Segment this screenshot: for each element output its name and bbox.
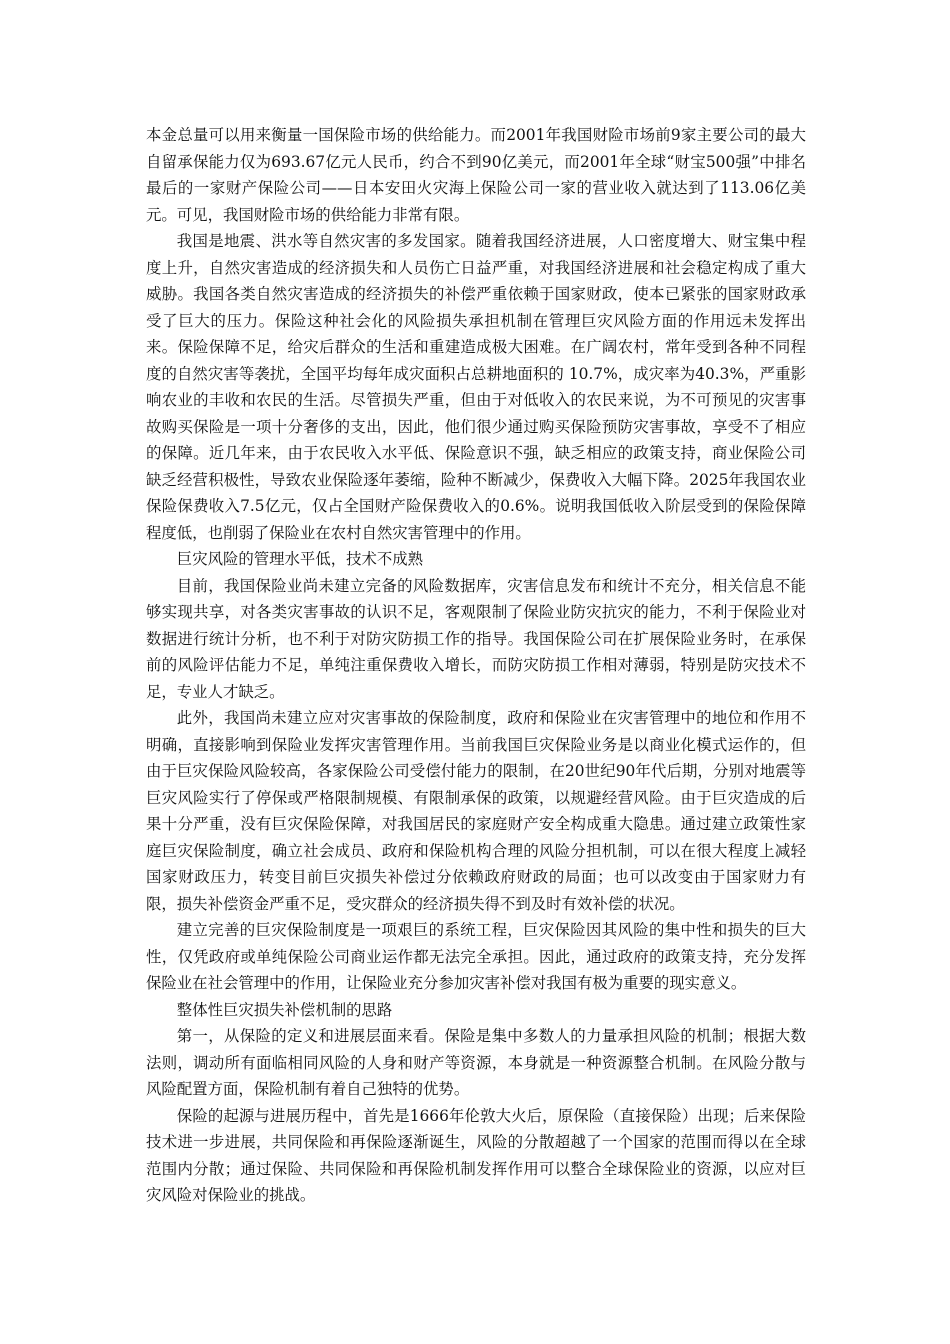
paragraph-insurance-system: 此外，我国尚未建立应对灾害事故的保险制度，政府和保险业在灾害管理中的地位和作用不明确，直接影响到保险业发挥灾害管理作用。当前我国巨灾保险业务是以商业化模式运作的，但由于巨灾保险风险较高，各家保险公司受偿付能力的限制，在20世纪90年代后期，分别对地震等巨灾风险实行了停保或严格限制规模、有限制承保的政策，以规避经营风险。由于巨灾造成的后果十分严重，没有巨灾保险保障，对我国居民的家庭财产安全构成重大隐患。通过建立政策性家庭巨灾保险制度，确立社会成员、政府和保险机构合理的风险分担机制，可以在很大程度上减轻国家财政压力，转变目前巨灾损失补偿过分依赖政府财政的局面；也可以改变由于国家财力有限，损失补偿资金严重不足，受灾群众的经济损失得不到及时有效补偿的状况。 [146,709,806,913]
document-body [146,122,806,1209]
paragraph-insurance-definition: 第一，从保险的定义和进展层面来看。保险是集中多数人的力量承担风险的机制；根据大数法则，调动所有面临相同风险的人身和财产等资源，本身就是一种资源整合机制。在风险分散与风险配置方面，保险机制有着自己独特的优势。 [146,1027,806,1098]
section-heading-management-level: 巨灾风险的管理水平低，技术不成熟 [176,550,424,568]
paragraph-risk-database: 目前，我国保险业尚未建立完备的风险数据库，灾害信息发布和统计不充分，相关信息不能够实现共享，对各类灾害事故的认识不足，客观限制了保险业防灾抗灾的能力，不利于保险业对数据进行统计分析，也不利于对防灾防损工作的指导。我国保险公司在扩展保险业务时，在承保前的风险评估能力不足，单纯注重保费收入增长，而防灾防损工作相对薄弱，特别是防灾技术不足，专业人才缺乏。 [146,576,806,701]
paragraph-insurance-history: 保险的起源与进展历程中，首先是1666年伦敦大火后，原保险（直接保险）出现；后来保险技术进一步进展，共同保险和再保险逐渐诞生，风险的分散超越了一个国家的范围而得以在全球范围内分散；通过保险、共同保险和再保险机制发挥作用可以整合全球保险业的资源，以应对巨灾风险对保险业的挑战。 [146,1106,806,1204]
paragraph-supply-capacity: 本金总量可以用来衡量一国保险市场的供给能力。而2001年我国财险市场前9家主要公司的最大自留承保能力仅为693.67亿元人民币，约合不到90亿美元，而2001年全球“财宝500强”中排名最后的一家财产保险公司——日本安田火灾海上保险公司一家的营业收入就达到了113.06亿美元。可见，我国财险市场的供给能力非常有限。 [146,126,806,224]
section-heading-compensation-mechanism: 整体性巨灾损失补偿机制的思路 [176,1000,393,1019]
paragraph-natural-disasters: 我国是地震、洪水等自然灾害的多发国家。随着我国经济进展，人口密度增大、财宝集中程度上升，自然灾害造成的经济损失和人员伤亡日益严重，对我国经济进展和社会稳定构成了重大威胁。我国各类自然灾害造成的经济损失的补偿严重依赖于国家财政，使本已紧张的国家财政承受了巨大的压力。保险这种社会化的风险损失承担机制在管理巨灾风险方面的作用远未发挥出来。保险保障不足，给灾后群众的生活和重建造成极大困难。在广阔农村，常年受到各种不同程度的自然灾害等袭扰，全国平均每年成灾面积占总耕地面积的 10.7%，成灾率为40.3%，严重影响农业的丰收和农民的生活。尽管损失严重，但由于对低收入的农民来说，为不可预见的灾害事故购买保险是一项十分奢侈的支出，因此，他们很少通过购买保险预防灾害事故，享受不了相应的保障。近几年来，由于农民收入水平低、保险意识不强，缺乏相应的政策支持，商业保险公司缺乏经营积极性，导致农业保险逐年萎缩，险种不断减少，保费收入大幅下降。2025年我国农业保险保费收入7.5亿元，仅占全国财产险保费收入的0.6%。说明我国低收入阶层受到的保险保障程度低，也削弱了保险业在农村自然灾害管理中的作用。 [146,232,806,542]
paragraph-catastrophe-system: 建立完善的巨灾保险制度是一项艰巨的系统工程，巨灾保险因其风险的集中性和损失的巨大性，仅凭政府或单纯保险公司商业运作都无法完全承担。因此，通过政府的政策支持，充分发挥保险业在社会管理中的作用，让保险业充分参加灾害补偿对我国有极为重要的现实意义。 [146,921,806,992]
